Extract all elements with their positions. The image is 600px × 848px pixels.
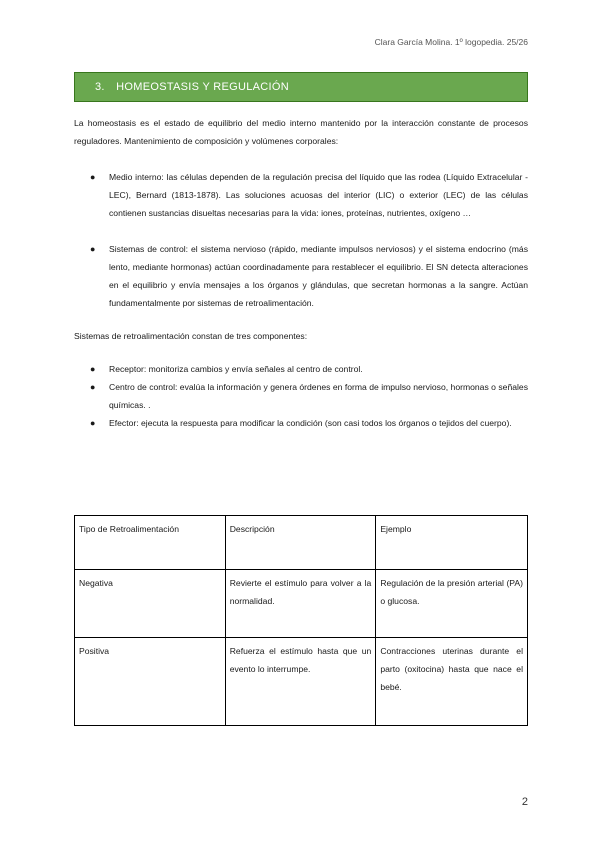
bullet-icon: ● xyxy=(90,364,96,374)
table-header-cell: Ejemplo xyxy=(376,516,528,570)
list-spacer xyxy=(74,222,528,240)
table-cell: Regulación de la presión arterial (PA) o glucosa. xyxy=(376,570,528,638)
components-intro: Sistemas de retroalimentación constan de tres componentes: xyxy=(74,331,308,341)
list-item-text: Centro de control: evalúa la información y genera órdenes en forma de impulso nervioso, hormonas o señales químicas. . xyxy=(109,382,528,410)
homeostasis-list xyxy=(74,168,528,312)
bullet-icon: ● xyxy=(90,382,96,392)
section-number: 3. xyxy=(95,81,105,93)
components-list xyxy=(74,360,528,432)
table-cell: Contracciones uterinas durante el parto (oxitocina) hasta que nace el bebé. xyxy=(376,638,528,726)
body-content xyxy=(74,114,528,432)
feedback-table xyxy=(74,515,528,726)
bullet-icon: ● xyxy=(90,418,96,428)
list-item-text: Receptor: monitoriza cambios y envía señales al centro de control. xyxy=(109,364,363,374)
bullet-icon: ● xyxy=(90,172,96,182)
list-item xyxy=(74,168,528,222)
table-cell: Positiva xyxy=(75,638,226,726)
table-row xyxy=(75,570,528,638)
table-cell: Revierte el estímulo para volver a la normalidad. xyxy=(225,570,376,638)
list-item-text: Sistemas de control: el sistema nervioso (rápido, mediante impulsos nerviosos) y el sistema endocrino (más lento, mediante hormonas) actúan coordinadamente para restablecer el equilibrio. El SN detecta alteraciones en el equilibrio y envía mensajes a los órganos y glándulas, que secretan hormonas a la sangre. Actúan fundamentalmente por sistemas de retroalimentación. xyxy=(109,244,528,308)
list-item-text: Efector: ejecuta la respuesta para modificar la condición (son casi todos los órganos o tejidos del cuerpo). xyxy=(109,418,512,428)
table-row xyxy=(75,638,528,726)
table-cell: Refuerza el estímulo hasta que un evento lo interrumpe. xyxy=(225,638,376,726)
list-item xyxy=(74,360,528,378)
list-item xyxy=(74,378,528,414)
table-header-cell: Tipo de Retroalimentación xyxy=(75,516,226,570)
page-number: 2 xyxy=(521,796,528,808)
table-header-cell: Descripción xyxy=(225,516,376,570)
section-title: HOMEOSTASIS Y REGULACIÓN xyxy=(116,81,289,93)
list-item xyxy=(74,414,528,432)
list-item xyxy=(74,240,528,312)
table-header-row xyxy=(75,516,528,570)
list-item-text: Medio interno: las células dependen de la regulación precisa del líquido que las rodea (Líquido Extracelular - LEC), Bernard (1813-1878). Las soluciones acuosas del interior (LIC) o exterior (LEC) de las células contienen sustancias disueltas necesarias para la vida: iones, proteínas, nutrientes, oxígeno … xyxy=(109,172,528,218)
page-header-author: Clara García Molina. 1º logopedia. 25/26 xyxy=(374,37,528,47)
bullet-icon: ● xyxy=(90,244,96,254)
intro-paragraph: La homeostasis es el estado de equilibrio del medio interno mantenido por la interacción constante de procesos reguladores. Mantenimiento de composición y volúmenes corporales: xyxy=(74,118,528,146)
section-heading xyxy=(74,72,528,102)
table-cell: Negativa xyxy=(75,570,226,638)
